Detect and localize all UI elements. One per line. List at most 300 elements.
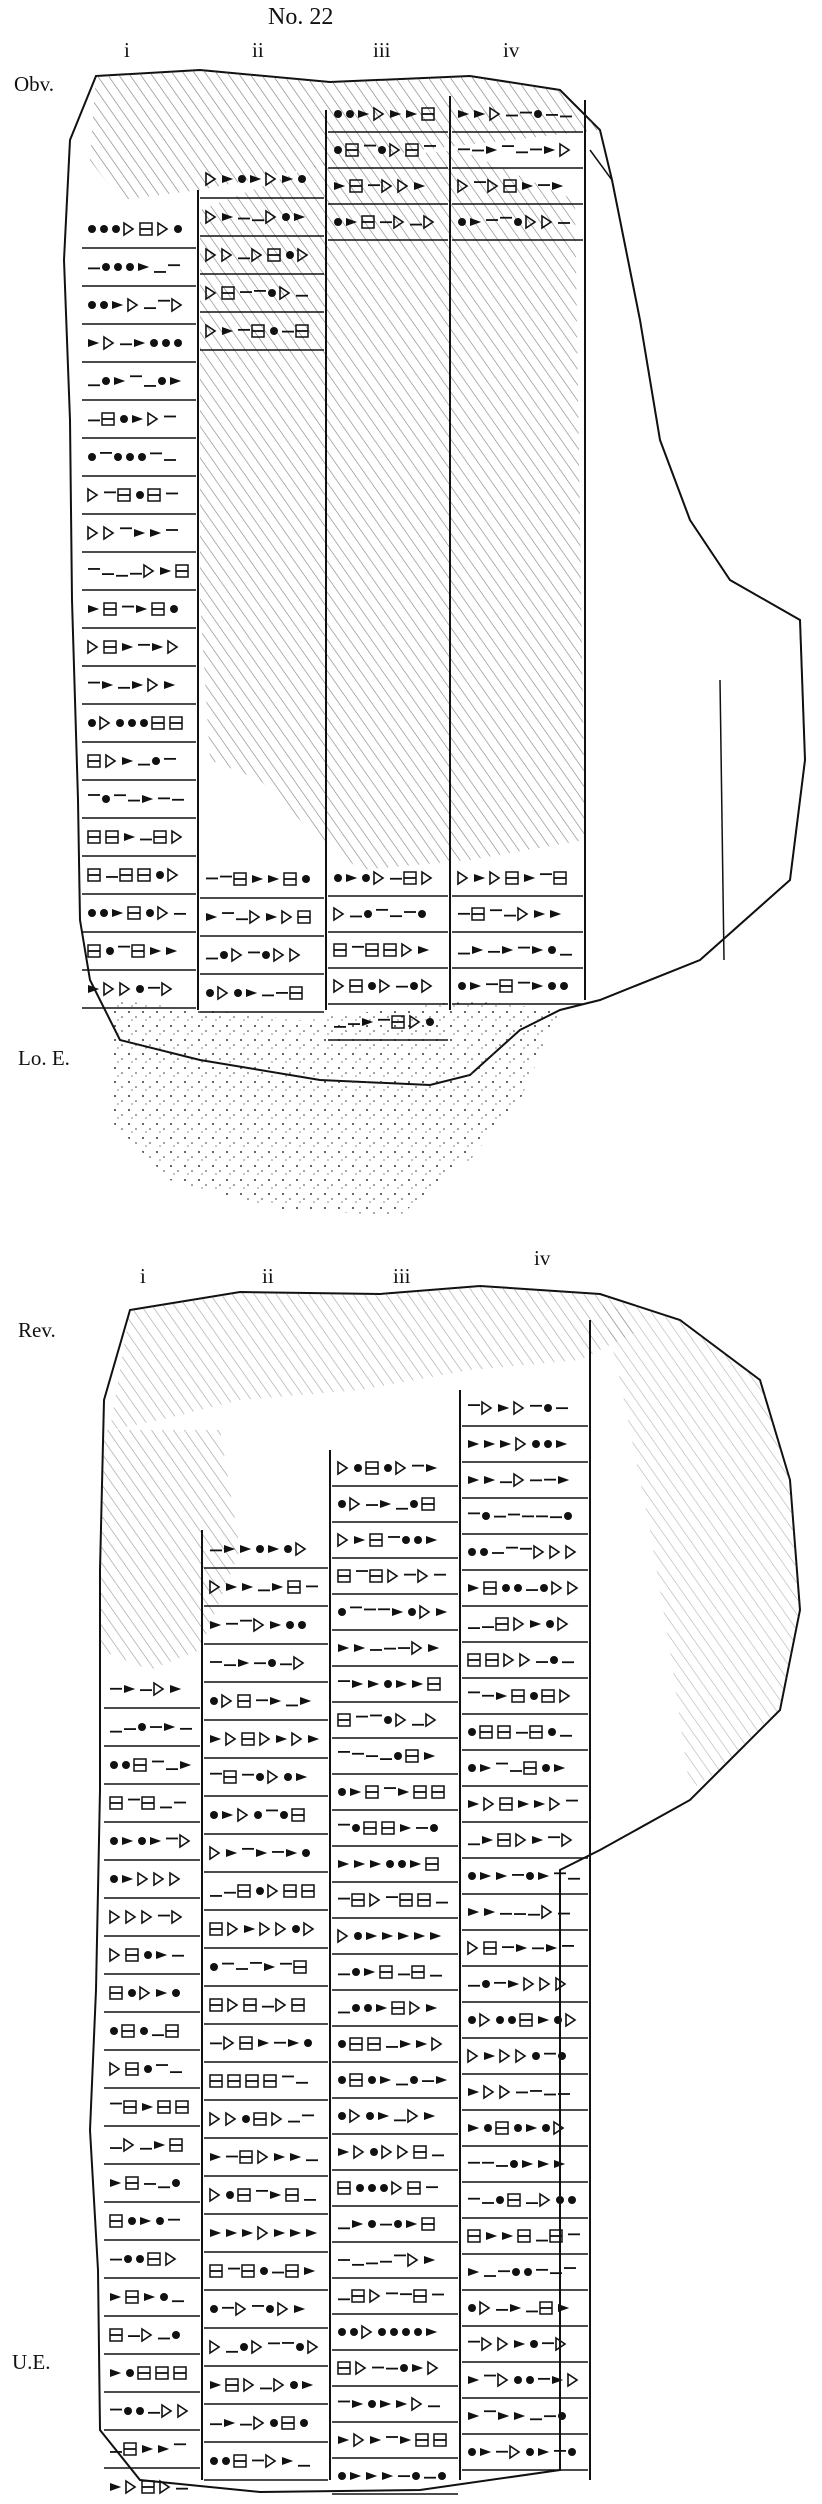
wedge-sign bbox=[122, 1875, 133, 1883]
wedge-sign bbox=[166, 947, 177, 955]
numeral-sign bbox=[284, 1773, 292, 1781]
numeral-sign bbox=[170, 605, 178, 613]
numeral-sign bbox=[556, 2196, 564, 2204]
triangle-sign bbox=[354, 2146, 363, 2158]
wedge-sign bbox=[538, 2448, 549, 2456]
wedge-sign bbox=[538, 2160, 549, 2168]
wedge-sign bbox=[122, 757, 133, 765]
numeral-sign bbox=[256, 1773, 264, 1781]
numeral-sign bbox=[364, 910, 372, 918]
wedge-sign bbox=[304, 2267, 315, 2275]
wedge-sign bbox=[354, 1644, 365, 1652]
numeral-sign bbox=[352, 2004, 360, 2012]
numeral-sign bbox=[140, 2027, 148, 2035]
triangle-sign bbox=[226, 1733, 235, 1745]
numeral-sign bbox=[398, 1860, 406, 1868]
triangle-sign bbox=[154, 1683, 163, 1695]
wedge-sign bbox=[426, 1536, 437, 1544]
numeral-sign bbox=[414, 1536, 422, 1544]
numeral-sign bbox=[418, 910, 426, 918]
wedge-sign bbox=[290, 2229, 301, 2237]
numeral-sign bbox=[304, 2039, 312, 2047]
numeral-sign bbox=[338, 2472, 346, 2480]
wedge-sign bbox=[370, 2436, 381, 2444]
wedge-sign bbox=[210, 1621, 221, 1629]
triangle-sign bbox=[224, 2037, 233, 2049]
wedge-sign bbox=[286, 1849, 297, 1857]
wedge-sign bbox=[502, 946, 513, 954]
numeral-sign bbox=[284, 1545, 292, 1553]
numeral-sign bbox=[136, 2407, 144, 2415]
wedge-sign bbox=[352, 2220, 363, 2228]
numeral-sign bbox=[256, 1887, 264, 1895]
numeral-sign bbox=[240, 2343, 248, 2351]
triangle-sign bbox=[110, 2063, 119, 2075]
triangle-sign bbox=[106, 755, 115, 767]
triangle-sign bbox=[276, 1923, 285, 1935]
triangle-sign bbox=[560, 144, 569, 156]
triangle-sign bbox=[514, 1618, 523, 1630]
wedge-sign bbox=[482, 1836, 493, 1844]
triangle-sign bbox=[356, 2362, 365, 2374]
wedge-sign bbox=[480, 1764, 491, 1772]
wedge-sign bbox=[270, 1697, 281, 1705]
wedge-sign bbox=[468, 1908, 479, 1916]
wedge-sign bbox=[274, 2229, 285, 2237]
wedge-sign bbox=[354, 1860, 365, 1868]
numeral-sign bbox=[526, 2376, 534, 2384]
numeral-sign bbox=[102, 263, 110, 271]
wedge-sign bbox=[270, 2191, 281, 2199]
numeral-sign bbox=[352, 1968, 360, 1976]
wedge-sign bbox=[132, 415, 143, 423]
numeral-sign bbox=[438, 2472, 446, 2480]
numeral-sign bbox=[302, 1849, 310, 1857]
numeral-sign bbox=[414, 2328, 422, 2336]
numeral-sign bbox=[102, 377, 110, 385]
wedge-sign bbox=[244, 1925, 255, 1933]
triangle-sign bbox=[258, 2151, 267, 2163]
triangle-sign bbox=[396, 1462, 405, 1474]
triangle-sign bbox=[142, 2329, 151, 2341]
numeral-sign bbox=[286, 1621, 294, 1629]
triangle-sign bbox=[232, 949, 241, 961]
triangle-sign bbox=[516, 1438, 525, 1450]
numeral-sign bbox=[88, 453, 96, 461]
numeral-sign bbox=[124, 2407, 132, 2415]
triangle-sign bbox=[158, 907, 167, 919]
numeral-sign bbox=[210, 1697, 218, 1705]
obverse-tablet-drawing bbox=[0, 0, 822, 1230]
triangle-sign bbox=[480, 2014, 489, 2026]
wedge-sign bbox=[380, 1500, 391, 1508]
wedge-sign bbox=[534, 1800, 545, 1808]
triangle-sign bbox=[228, 1923, 237, 1935]
triangle-sign bbox=[490, 872, 499, 884]
numeral-sign bbox=[524, 2268, 532, 2276]
wedge-sign bbox=[412, 2364, 423, 2372]
numeral-sign bbox=[100, 909, 108, 917]
reverse-side-label: Rev. bbox=[18, 1318, 56, 1342]
triangle-sign bbox=[480, 2302, 489, 2314]
wedge-sign bbox=[496, 1872, 507, 1880]
numeral-sign bbox=[300, 2419, 308, 2427]
triangle-sign bbox=[278, 2303, 287, 2315]
triangle-sign bbox=[568, 2374, 577, 2386]
wedge-sign bbox=[500, 1440, 511, 1448]
triangle-sign bbox=[124, 223, 133, 235]
triangle-sign bbox=[398, 2146, 407, 2158]
numeral-sign bbox=[298, 175, 306, 183]
wedge-sign bbox=[406, 2220, 417, 2228]
numeral-sign bbox=[128, 719, 136, 727]
wedge-sign bbox=[510, 2304, 521, 2312]
numeral-sign bbox=[544, 1440, 552, 1448]
wedge-sign bbox=[400, 2040, 411, 2048]
triangle-sign bbox=[420, 1606, 429, 1618]
numeral-sign bbox=[390, 2328, 398, 2336]
wedge-sign bbox=[468, 2124, 479, 2132]
numeral-sign bbox=[122, 1761, 130, 1769]
wedge-sign bbox=[518, 1800, 529, 1808]
wedge-sign bbox=[532, 946, 543, 954]
numeral-sign bbox=[206, 989, 214, 997]
reverse-col-iii-label: iii bbox=[393, 1264, 411, 1288]
numeral-sign bbox=[508, 2016, 516, 2024]
numeral-sign bbox=[220, 951, 228, 959]
triangle-sign bbox=[482, 2338, 491, 2350]
triangle-sign bbox=[126, 1911, 135, 1923]
numeral-sign bbox=[384, 1716, 392, 1724]
reverse-col-ii-label: ii bbox=[262, 1264, 274, 1288]
numeral-sign bbox=[468, 2448, 476, 2456]
wedge-sign bbox=[138, 263, 149, 271]
wedge-sign bbox=[350, 1788, 361, 1796]
wedge-sign bbox=[366, 1932, 377, 1940]
wedge-sign bbox=[224, 2419, 235, 2427]
wedge-sign bbox=[136, 605, 147, 613]
numeral-sign bbox=[138, 1723, 146, 1731]
wedge-sign bbox=[426, 2328, 437, 2336]
wedge-sign bbox=[534, 910, 545, 918]
triangle-sign bbox=[104, 983, 113, 995]
triangle-sign bbox=[402, 944, 411, 956]
triangle-sign bbox=[296, 1543, 305, 1555]
wedge-sign bbox=[412, 1680, 423, 1688]
wedge-sign bbox=[484, 1476, 495, 1484]
numeral-sign bbox=[160, 2293, 168, 2301]
wedge-sign bbox=[398, 1788, 409, 1796]
wedge-sign bbox=[246, 989, 257, 997]
triangle-sign bbox=[260, 1733, 269, 1745]
numeral-sign bbox=[138, 453, 146, 461]
numeral-sign bbox=[298, 1621, 306, 1629]
wedge-sign bbox=[498, 2412, 509, 2420]
triangle-sign bbox=[144, 565, 153, 577]
wedge-sign bbox=[210, 2229, 221, 2237]
numeral-sign bbox=[146, 909, 154, 917]
wedge-sign bbox=[156, 1951, 167, 1959]
triangle-sign bbox=[170, 1873, 179, 1885]
triangle-sign bbox=[514, 1474, 523, 1486]
numeral-sign bbox=[338, 1788, 346, 1796]
numeral-sign bbox=[172, 1989, 180, 1997]
triangle-sign bbox=[510, 2446, 519, 2458]
wedge-sign bbox=[480, 1872, 491, 1880]
numeral-sign bbox=[510, 2160, 518, 2168]
reverse-col-i-label: i bbox=[140, 1264, 146, 1288]
triangle-sign bbox=[396, 1714, 405, 1726]
wedge-sign bbox=[424, 2256, 435, 2264]
wedge-sign bbox=[110, 2369, 121, 2377]
numeral-sign bbox=[88, 909, 96, 917]
wedge-sign bbox=[270, 1621, 281, 1629]
wedge-sign bbox=[544, 146, 555, 154]
triangle-sign bbox=[500, 2050, 509, 2062]
numeral-sign bbox=[386, 1860, 394, 1868]
numeral-sign bbox=[116, 719, 124, 727]
numeral-sign bbox=[172, 2331, 180, 2339]
numeral-sign bbox=[512, 2268, 520, 2276]
numeral-sign bbox=[334, 218, 342, 226]
numeral-sign bbox=[210, 1963, 218, 1971]
wedge-sign bbox=[424, 1752, 435, 1760]
wedge-sign bbox=[398, 1932, 409, 1940]
numeral-sign bbox=[334, 874, 342, 882]
numeral-sign bbox=[542, 1764, 550, 1772]
reverse-tablet-drawing bbox=[0, 1230, 822, 2504]
wedge-sign bbox=[170, 377, 181, 385]
numeral-sign bbox=[280, 1811, 288, 1819]
wedge-sign bbox=[558, 2304, 569, 2312]
numeral-sign bbox=[100, 225, 108, 233]
triangle-sign bbox=[258, 2227, 267, 2239]
numeral-sign bbox=[338, 2328, 346, 2336]
wedge-sign bbox=[282, 2457, 293, 2465]
numeral-sign bbox=[384, 1680, 392, 1688]
triangle-sign bbox=[410, 2002, 419, 2014]
triangle-sign bbox=[292, 1733, 301, 1745]
wedge-sign bbox=[290, 2153, 301, 2161]
wedge-sign bbox=[532, 1836, 543, 1844]
numeral-sign bbox=[368, 982, 376, 990]
numeral-sign bbox=[558, 2412, 566, 2420]
triangle-sign bbox=[110, 1949, 119, 1961]
triangle-sign bbox=[422, 872, 431, 884]
triangle-sign bbox=[138, 1873, 147, 1885]
wedge-sign bbox=[552, 182, 563, 190]
numeral-sign bbox=[114, 453, 122, 461]
numeral-sign bbox=[530, 1692, 538, 1700]
triangle-sign bbox=[110, 1911, 119, 1923]
numeral-sign bbox=[410, 982, 418, 990]
triangle-sign bbox=[226, 2113, 235, 2125]
triangle-sign bbox=[568, 1582, 577, 1594]
triangle-sign bbox=[140, 1987, 149, 1999]
triangle-sign bbox=[498, 2374, 507, 2386]
numeral-sign bbox=[128, 2217, 136, 2225]
numeral-sign bbox=[110, 2027, 118, 2035]
wedge-sign bbox=[210, 1735, 221, 1743]
numeral-sign bbox=[548, 1728, 556, 1736]
triangle-sign bbox=[162, 2405, 171, 2417]
triangle-sign bbox=[392, 2182, 401, 2194]
triangle-sign bbox=[514, 1402, 523, 1414]
numeral-sign bbox=[496, 2016, 504, 2024]
triangle-sign bbox=[268, 1771, 277, 1783]
numeral-sign bbox=[106, 947, 114, 955]
triangle-sign bbox=[354, 2434, 363, 2446]
triangle-sign bbox=[166, 2253, 175, 2265]
numeral-sign bbox=[548, 946, 556, 954]
wedge-sign bbox=[122, 643, 133, 651]
wedge-sign bbox=[170, 1685, 181, 1693]
triangle-sign bbox=[558, 1618, 567, 1630]
numeral-sign bbox=[144, 1951, 152, 1959]
numeral-sign bbox=[210, 2457, 218, 2465]
triangle-sign bbox=[276, 1999, 285, 2011]
triangle-sign bbox=[304, 1923, 313, 1935]
wedge-sign bbox=[480, 2448, 491, 2456]
wedge-sign bbox=[122, 1837, 133, 1845]
wedge-sign bbox=[552, 2376, 563, 2384]
triangle-sign bbox=[172, 1911, 181, 1923]
numeral-sign bbox=[362, 874, 370, 882]
plate-number: No. 22 bbox=[268, 4, 334, 30]
reverse-col-iv-label: iv bbox=[534, 1246, 551, 1270]
wedge-sign bbox=[514, 2340, 525, 2348]
triangle-sign bbox=[520, 1654, 529, 1666]
triangle-sign bbox=[338, 1462, 347, 1474]
wedge-sign bbox=[514, 2412, 525, 2420]
wedge-sign bbox=[400, 1824, 411, 1832]
numeral-sign bbox=[270, 2419, 278, 2427]
wedge-sign bbox=[110, 2483, 121, 2491]
wedge-sign bbox=[416, 2040, 427, 2048]
numeral-sign bbox=[384, 1464, 392, 1472]
wedge-sign bbox=[468, 2268, 479, 2276]
numeral-sign bbox=[410, 2076, 418, 2084]
wedge-sign bbox=[144, 2293, 155, 2301]
triangle-sign bbox=[158, 223, 167, 235]
wedge-sign bbox=[382, 1932, 393, 1940]
triangle-sign bbox=[178, 2405, 187, 2417]
numeral-sign bbox=[254, 1811, 262, 1819]
wedge-sign bbox=[112, 301, 123, 309]
obverse-col-iv-label: iv bbox=[503, 38, 520, 62]
numeral-sign bbox=[302, 875, 310, 883]
numeral-sign bbox=[234, 989, 242, 997]
triangle-sign bbox=[104, 527, 113, 539]
numeral-sign bbox=[482, 1980, 490, 1988]
numeral-sign bbox=[568, 2448, 576, 2456]
triangle-sign bbox=[222, 1695, 231, 1707]
triangle-sign bbox=[542, 1906, 551, 1918]
numeral-sign bbox=[514, 2124, 522, 2132]
triangle-sign bbox=[484, 2086, 493, 2098]
wedge-sign bbox=[530, 1620, 541, 1628]
numeral-sign bbox=[290, 2381, 298, 2389]
numeral-sign bbox=[338, 1608, 346, 1616]
triangle-sign bbox=[382, 2146, 391, 2158]
obverse-lower-edge bbox=[110, 1000, 560, 1215]
wedge-sign bbox=[142, 795, 153, 803]
triangle-sign bbox=[142, 1911, 151, 1923]
triangle-sign bbox=[566, 1546, 575, 1558]
triangle-sign bbox=[334, 980, 343, 992]
numeral-sign bbox=[514, 2376, 522, 2384]
triangle-sign bbox=[422, 980, 431, 992]
wedge-sign bbox=[400, 2436, 411, 2444]
wedge-sign bbox=[468, 2412, 479, 2420]
wedge-sign bbox=[134, 529, 145, 537]
triangle-sign bbox=[88, 527, 97, 539]
triangle-sign bbox=[516, 1834, 525, 1846]
wedge-sign bbox=[210, 2381, 221, 2389]
numeral-sign bbox=[140, 719, 148, 727]
numeral-sign bbox=[334, 110, 342, 118]
wedge-sign bbox=[502, 2232, 513, 2240]
wedge-sign bbox=[486, 146, 497, 154]
numeral-sign bbox=[530, 2340, 538, 2348]
triangle-sign bbox=[388, 1570, 397, 1582]
wedge-sign bbox=[538, 2016, 549, 2024]
triangle-sign bbox=[88, 641, 97, 653]
wedge-sign bbox=[266, 913, 277, 921]
wedge-sign bbox=[346, 874, 357, 882]
wedge-sign bbox=[240, 1545, 251, 1553]
wedge-sign bbox=[296, 1773, 307, 1781]
triangle-sign bbox=[370, 1894, 379, 1906]
wedge-sign bbox=[110, 2293, 121, 2301]
wedge-sign bbox=[410, 1860, 421, 1868]
numeral-sign bbox=[110, 1875, 118, 1883]
numeral-sign bbox=[366, 2112, 374, 2120]
wedge-sign bbox=[508, 1980, 519, 1988]
triangle-sign bbox=[124, 2139, 133, 2151]
triangle-sign bbox=[516, 2050, 525, 2062]
wedge-sign bbox=[498, 1404, 509, 1412]
numeral-sign bbox=[128, 1989, 136, 1997]
numeral-sign bbox=[110, 1837, 118, 1845]
numeral-sign bbox=[426, 1018, 434, 1026]
wedge-sign bbox=[426, 2004, 437, 2012]
triangle-sign bbox=[210, 2341, 219, 2353]
numeral-sign bbox=[126, 263, 134, 271]
numeral-sign bbox=[210, 1811, 218, 1819]
wedge-sign bbox=[206, 913, 217, 921]
triangle-sign bbox=[484, 1798, 493, 1810]
numeral-sign bbox=[262, 951, 270, 959]
wedge-sign bbox=[522, 2160, 533, 2168]
wedge-sign bbox=[256, 1849, 267, 1857]
triangle-sign bbox=[432, 2038, 441, 2050]
numeral-sign bbox=[226, 2191, 234, 2199]
wedge-sign bbox=[150, 947, 161, 955]
wedge-sign bbox=[158, 2445, 169, 2453]
numeral-sign bbox=[394, 1752, 402, 1760]
numeral-sign bbox=[222, 2457, 230, 2465]
numeral-sign bbox=[162, 339, 170, 347]
wedge-sign bbox=[468, 1800, 479, 1808]
numeral-sign bbox=[402, 1536, 410, 1544]
numeral-sign bbox=[110, 1761, 118, 1769]
numeral-sign bbox=[282, 213, 290, 221]
numeral-sign bbox=[126, 2369, 134, 2377]
triangle-sign bbox=[362, 2326, 371, 2338]
numeral-sign bbox=[548, 982, 556, 990]
wedge-sign bbox=[428, 1644, 439, 1652]
